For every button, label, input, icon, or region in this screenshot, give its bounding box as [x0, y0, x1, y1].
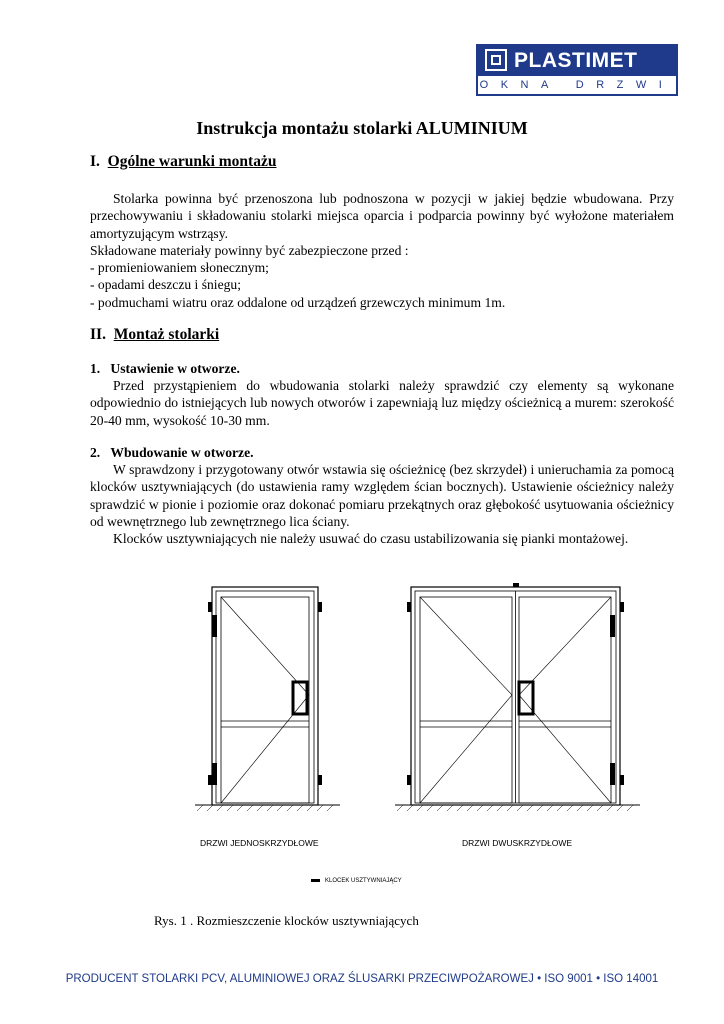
floor-hatching [197, 805, 633, 811]
company-logo [476, 44, 678, 96]
protection-intro: Składowane materiały powinny być zabezpieczone przed : [90, 242, 409, 258]
section-2-number: II. [90, 326, 106, 343]
protection-item: - podmuchami wiatru oraz oddalone od urządzeń grzewczych minimum 1m. [90, 294, 506, 310]
document-title: Instrukcja montażu stolarki ALUMINIUM [196, 118, 528, 138]
step-1-text: Przed przystąpieniem do wbudowania stolarki należy sprawdzić czy elementy są wykonane odpowiednio do istniejących lub nowych otworów i zapewniają luz między ościeżnicą a murem: szerokość 20-40 mm, wysokość 10-30 mm. [90, 378, 674, 428]
single-door-drawing [208, 587, 322, 805]
section-1-heading [90, 152, 276, 172]
step-1-heading: 1. Ustawienie w otworze. [90, 361, 240, 376]
storage-paragraph: Stolarka powinna być przenoszona lub podnoszona w pozycji w jakiej będzie wbudowana. Przy przechowywaniu i składowaniu stolarki miejsca oparcia i podparcia powinny być wyłożone materiałem amortyzującym wstrząsy. [90, 191, 674, 241]
figure-caption: Rys. 1 . Rozmieszczenie klocków usztywniających [154, 913, 419, 928]
stiffening-blocks-single [208, 602, 322, 785]
section-1-number: I. [90, 153, 100, 170]
stiffening-block-icon [311, 879, 320, 882]
protection-item: - opadami deszczu i śniegu; [90, 277, 241, 293]
logo-banner [478, 46, 676, 76]
floor-line [195, 805, 640, 811]
double-door-label: DRZWI DWUSKRZYDŁOWE [462, 838, 573, 848]
step-2-note: Klocków usztywniających nie należy usuwać do czasu ustabilizowania się pianki montażowej. [113, 531, 629, 546]
section-2-title: Montaż stolarki [113, 326, 220, 343]
page-footer: PRODUCENT STOLARKI PCV, ALUMINIOWEJ ORAZ ŚLUSARKI PRZECIWPOŻAROWEJ • ISO 9001 • ISO 14001 [65, 973, 659, 985]
protection-item: - promieniowaniem słonecznym; [90, 260, 269, 276]
window-frame-icon [485, 49, 507, 71]
step-2-text: W sprawdzony i przygotowany otwór wstawia się ościeżnicę (bez skrzydeł) i unieruchamia za pomocą klocków usztywniających (do ustawienia ramy względem ścian bocznych). Ustawienie ościeżnicy należy sprawdzić w pionie i poziomie oraz dokonać pomiaru przekątnych oraz głębokość usytuowania ościeżnicy od wewnętrznego lub zewnętrznego lica ściany. [90, 462, 674, 529]
section-2-heading [90, 325, 219, 345]
section-1-body [90, 190, 674, 311]
double-door-drawing [407, 583, 624, 805]
legend-label: KLOCEK USZTYWNIAJĄCY [325, 878, 402, 884]
single-door-label: DRZWI JEDNOSKRZYDŁOWE [200, 838, 319, 848]
logo-name: PLASTIMET [514, 49, 638, 72]
logo-tagline: OKNA DRZWI [479, 79, 675, 91]
door-installation-drawing [180, 575, 650, 815]
section-1-title: Ogólne warunki montażu [107, 153, 277, 170]
figure-legend [311, 877, 402, 885]
step-2-heading: 2. Wbudowanie w otworze. [90, 445, 254, 460]
